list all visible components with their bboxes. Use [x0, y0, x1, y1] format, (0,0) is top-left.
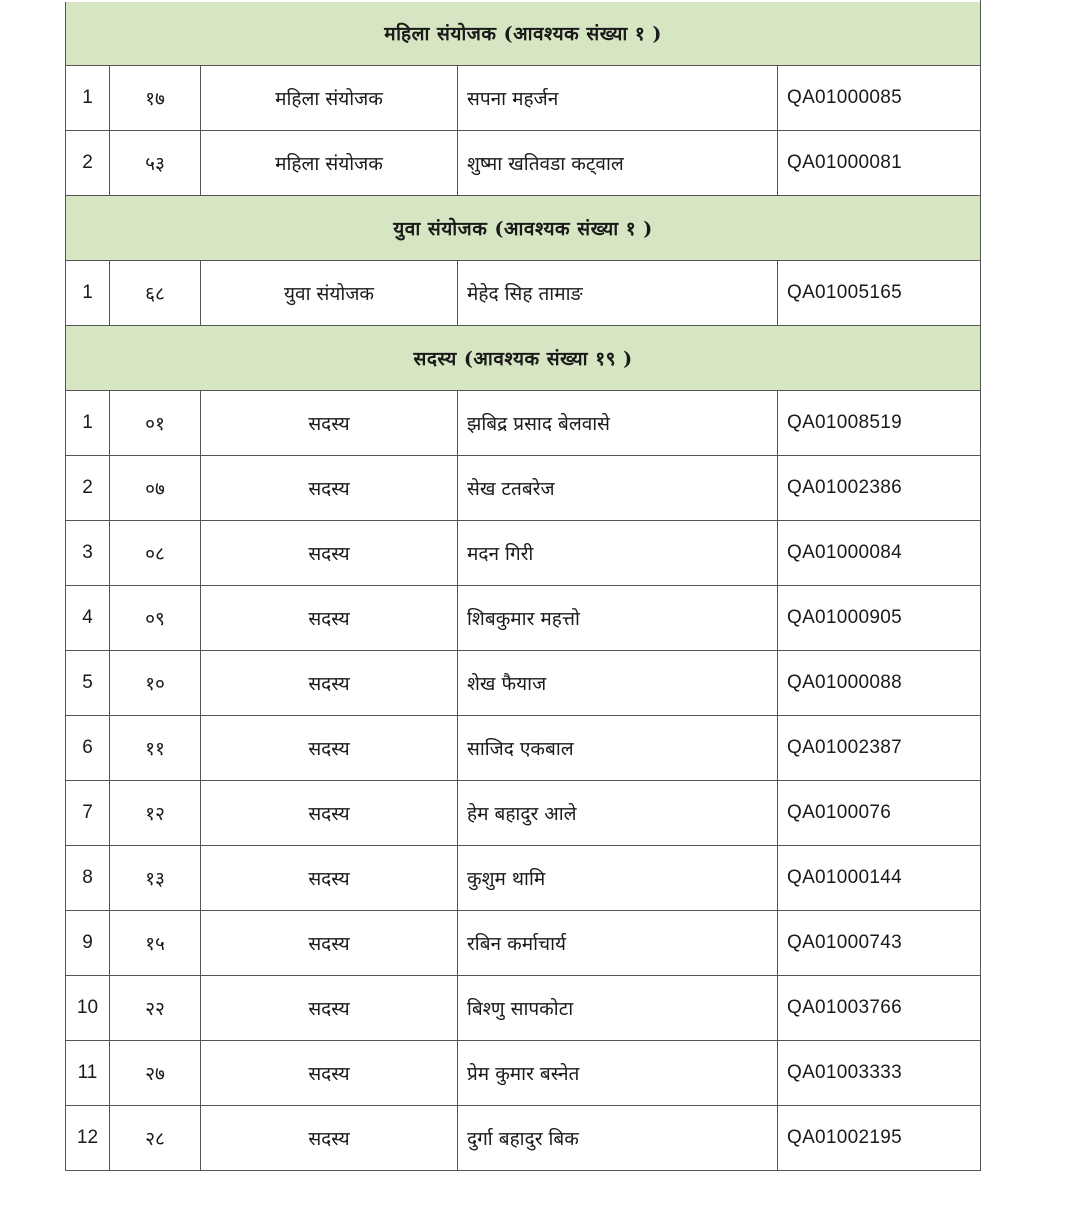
candidate-name: प्रेम कुमार बस्नेत — [458, 1041, 778, 1106]
post-title: महिला संयोजक — [201, 66, 458, 131]
serial-number: 1 — [66, 391, 110, 456]
post-title: सदस्य — [201, 911, 458, 976]
candidate-name: शिबकुमार महत्तो — [458, 586, 778, 651]
table-row — [66, 976, 981, 1041]
serial-number: 2 — [66, 456, 110, 521]
candidate-name: शुष्मा खतिवडा कट्वाल — [458, 131, 778, 196]
table-row — [66, 1106, 981, 1171]
candidate-number: १२ — [110, 781, 201, 846]
page-top-edge — [65, 0, 980, 2]
post-title: सदस्य — [201, 1041, 458, 1106]
table-row — [66, 911, 981, 976]
post-title: महिला संयोजक — [201, 131, 458, 196]
serial-number: 4 — [66, 586, 110, 651]
table-row — [66, 456, 981, 521]
post-title: सदस्य — [201, 781, 458, 846]
candidate-code: QA01008519 — [778, 391, 981, 456]
serial-number: 6 — [66, 716, 110, 781]
candidate-name: सेख टतबरेज — [458, 456, 778, 521]
candidate-name: रबिन कर्माचार्य — [458, 911, 778, 976]
candidate-code: QA01000085 — [778, 66, 981, 131]
candidate-code: QA01000081 — [778, 131, 981, 196]
table-row — [66, 846, 981, 911]
serial-number: 3 — [66, 521, 110, 586]
candidate-code: QA01005165 — [778, 261, 981, 326]
table-row — [66, 781, 981, 846]
table-row — [66, 586, 981, 651]
section-header-row — [66, 196, 981, 261]
table-row — [66, 131, 981, 196]
section-heading: सदस्य (आवश्यक संख्या १९ ) — [66, 326, 981, 391]
candidate-number: २७ — [110, 1041, 201, 1106]
candidate-name: दुर्गा बहादुर बिक — [458, 1106, 778, 1171]
candidate-number: ०९ — [110, 586, 201, 651]
candidate-number: ०१ — [110, 391, 201, 456]
serial-number: 7 — [66, 781, 110, 846]
candidate-code: QA01002387 — [778, 716, 981, 781]
candidate-number: १५ — [110, 911, 201, 976]
candidate-code: QA01000084 — [778, 521, 981, 586]
candidate-name: कुशुम थामि — [458, 846, 778, 911]
candidate-table-body — [66, 1, 981, 1171]
serial-number: 1 — [66, 261, 110, 326]
serial-number: 9 — [66, 911, 110, 976]
serial-number: 5 — [66, 651, 110, 716]
post-title: सदस्य — [201, 976, 458, 1041]
candidate-name: शेख फैयाज — [458, 651, 778, 716]
post-title: सदस्य — [201, 846, 458, 911]
section-header-row — [66, 326, 981, 391]
serial-number: 10 — [66, 976, 110, 1041]
post-title: सदस्य — [201, 586, 458, 651]
candidate-code: QA01000144 — [778, 846, 981, 911]
candidate-name: बिश्णु सापकोटा — [458, 976, 778, 1041]
post-title: सदस्य — [201, 391, 458, 456]
candidate-number: ५३ — [110, 131, 201, 196]
serial-number: 11 — [66, 1041, 110, 1106]
candidate-name: साजिद एकबाल — [458, 716, 778, 781]
section-heading: महिला संयोजक (आवश्यक संख्या १ ) — [66, 1, 981, 66]
candidate-number: ११ — [110, 716, 201, 781]
candidate-name: मेहेद सिह तामाङ — [458, 261, 778, 326]
candidate-code: QA01000743 — [778, 911, 981, 976]
serial-number: 12 — [66, 1106, 110, 1171]
candidate-code: QA01003766 — [778, 976, 981, 1041]
post-title: सदस्य — [201, 1106, 458, 1171]
post-title: सदस्य — [201, 521, 458, 586]
candidate-code: QA01000088 — [778, 651, 981, 716]
table-row — [66, 261, 981, 326]
candidate-number: ६८ — [110, 261, 201, 326]
table-row — [66, 716, 981, 781]
candidate-name: मदन गिरी — [458, 521, 778, 586]
section-heading: युवा संयोजक (आवश्यक संख्या १ ) — [66, 196, 981, 261]
section-header-row — [66, 1, 981, 66]
candidate-number: ०८ — [110, 521, 201, 586]
table-row — [66, 66, 981, 131]
candidate-code: QA01000905 — [778, 586, 981, 651]
candidate-code: QA01002386 — [778, 456, 981, 521]
candidate-number: ०७ — [110, 456, 201, 521]
candidate-number: १० — [110, 651, 201, 716]
table-row — [66, 1041, 981, 1106]
candidate-name: हेम बहादुर आले — [458, 781, 778, 846]
serial-number: 1 — [66, 66, 110, 131]
candidate-code: QA01003333 — [778, 1041, 981, 1106]
table-row — [66, 521, 981, 586]
candidate-number: २२ — [110, 976, 201, 1041]
serial-number: 2 — [66, 131, 110, 196]
candidate-table — [65, 0, 981, 1171]
post-title: सदस्य — [201, 651, 458, 716]
candidate-code: QA0100076 — [778, 781, 981, 846]
candidate-number: २८ — [110, 1106, 201, 1171]
post-title: सदस्य — [201, 456, 458, 521]
candidate-number: १७ — [110, 66, 201, 131]
candidate-name: झबिद्र प्रसाद बेलवासे — [458, 391, 778, 456]
post-title: सदस्य — [201, 716, 458, 781]
post-title: युवा संयोजक — [201, 261, 458, 326]
candidate-number: १३ — [110, 846, 201, 911]
candidate-code: QA01002195 — [778, 1106, 981, 1171]
candidate-name: सपना महर्जन — [458, 66, 778, 131]
candidate-list-sheet — [65, 0, 980, 1171]
table-row — [66, 391, 981, 456]
serial-number: 8 — [66, 846, 110, 911]
table-row — [66, 651, 981, 716]
